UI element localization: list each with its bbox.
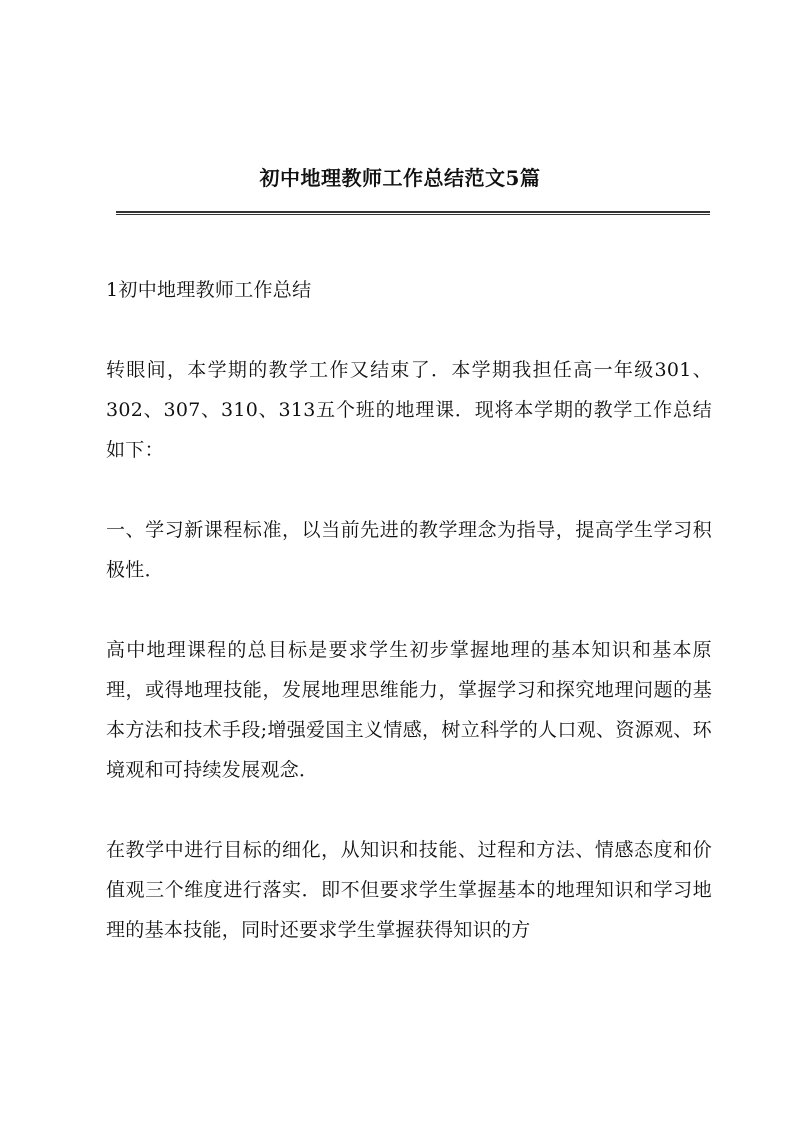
- paragraph: 在教学中进行目标的细化，从知识和技能、过程和方法、情感态度和价值观三个维度进行落实．即不但要求学生掌握基本的地理知识和学习地理的基本技能，同时还要求学生掌握获得知识的方: [106, 839, 712, 941]
- document-title: 初中地理教师工作总结范文5篇: [259, 166, 541, 190]
- title-divider: [116, 211, 710, 215]
- paragraph: 一、学习新课程标准，以当前先进的教学理念为指导，提高学生学习积极性．: [106, 519, 712, 581]
- document-body: [106, 270, 712, 990]
- paragraph: 高中地理课程的总目标是要求学生初步掌握地理的基本知识和基本原理，或得地理技能，发展地理思维能力，掌握学习和探究地理问题的基本方法和技术手段;增强爱国主义情感，树立科学的人口观、资源观、环境观和可持续发展观念．: [106, 639, 712, 781]
- paragraph: 转眼间，本学期的教学工作又结束了．本学期我担任高一年级301、302、307、310、313五个班的地理课．现将本学期的教学工作总结如下：: [106, 359, 712, 461]
- section-heading: 1初中地理教师工作总结: [106, 279, 312, 301]
